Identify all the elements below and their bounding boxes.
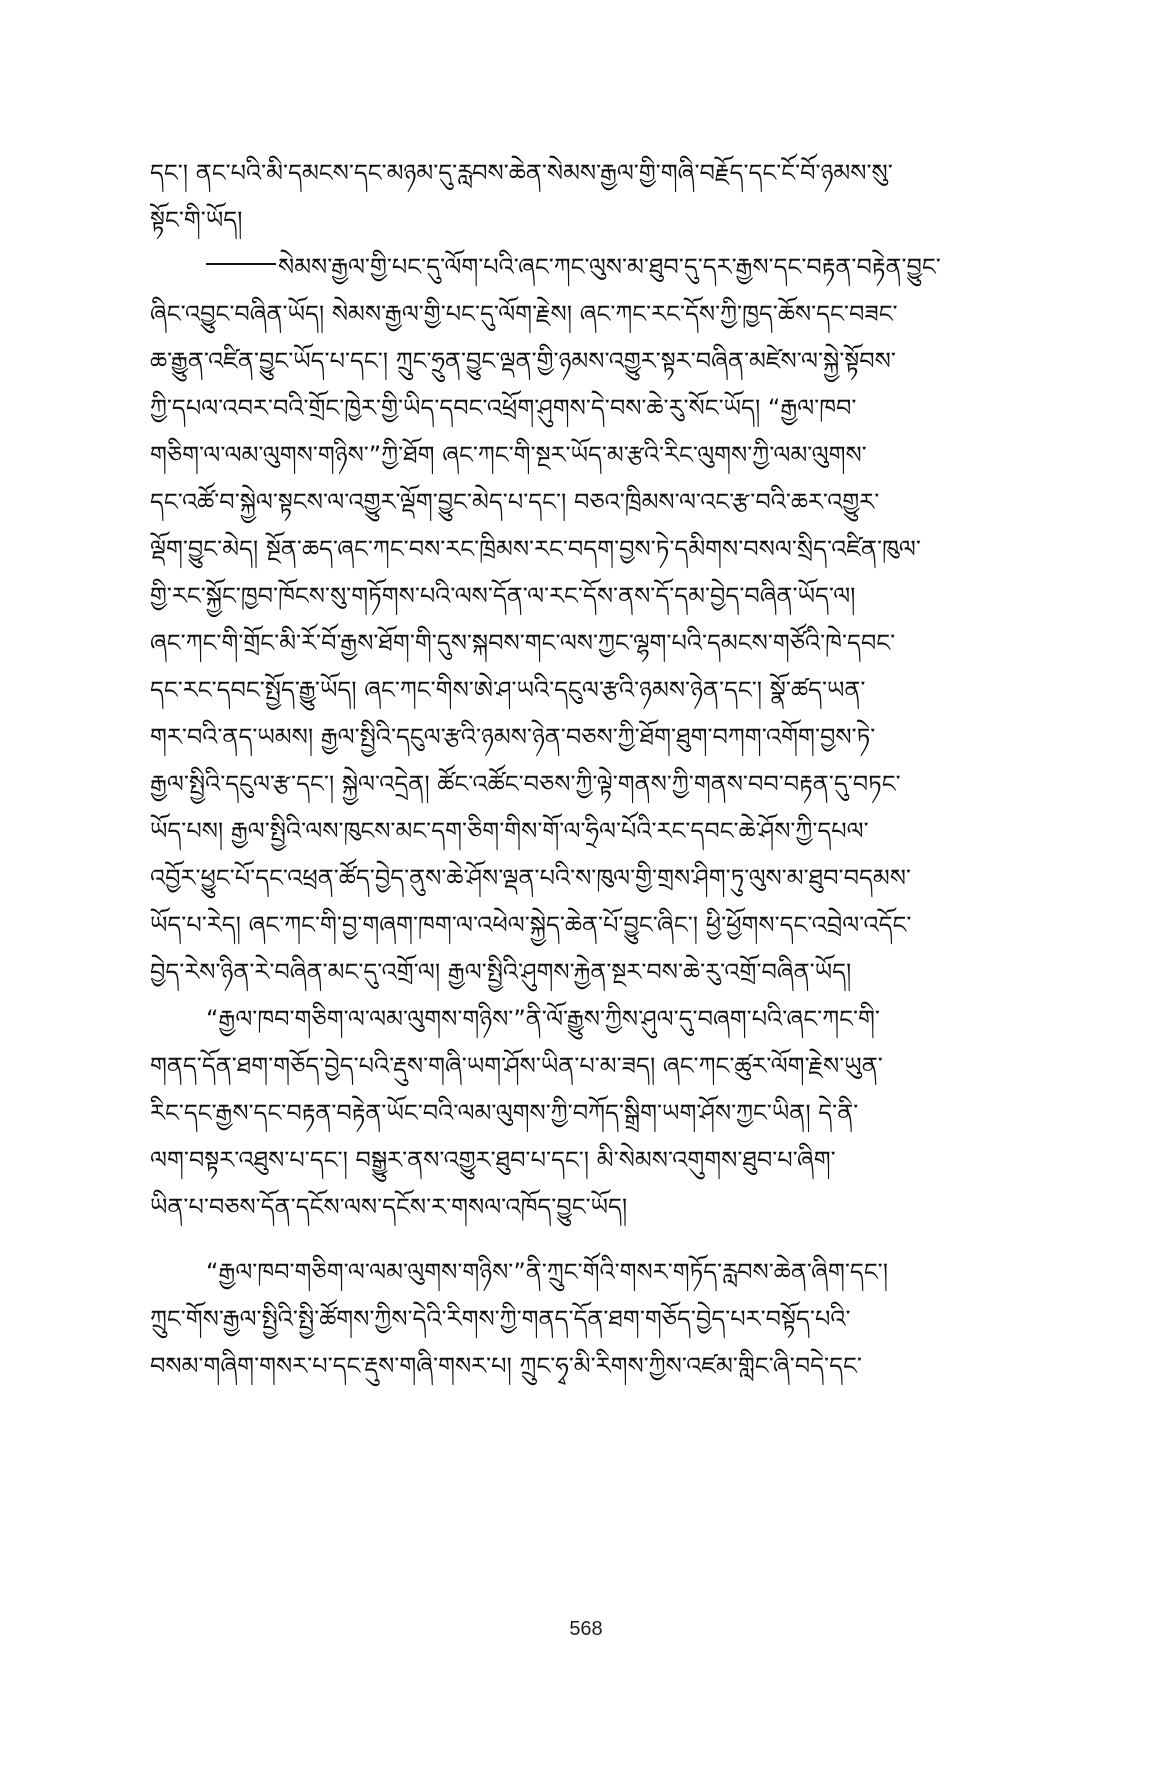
text-body	[150, 150, 1018, 1390]
paragraph-4	[150, 1249, 1018, 1390]
text-line: གར་བའི་ནད་ཡམས། རྒྱལ་སྤྱིའི་དངུལ་རྩའི་ཉམས་ཉེན་བཅས་ཀྱི་ཐོག་ཐུག་བཀག་འགོག་བྱས་ཏེ་	[150, 723, 876, 751]
text-line: ཆ་རྒྱུན་འཛིན་བྱུང་ཡོད་པ་དང་། ཀྲུང་ཧྲུན་བྱུང་ལྡན་གྱི་ཉམས་འགྱུར་སྟར་བཞིན་མཛེས་ལ་སྐྱེ་སྟོབས་	[150, 347, 896, 375]
text-line: ཞིང་འབྱུང་བཞིན་ཡོད། སེམས་རྒྱལ་གྱི་པང་དུ་ལོག་རྗེས། ཞང་ཀང་རང་དོས་ཀྱི་ཁྱད་ཆོས་དང་བཟང་	[150, 300, 898, 328]
text-line: དང་། ནང་པའི་མི་དམངས་དང་མཉམ་དུ་རླབས་ཆེན་སེམས་རྒྱལ་གྱི་གཞི་བརྗོད་དང་ངོ་བོ་ཉམས་སུ་	[150, 159, 893, 187]
text-line-first: “རྒྱལ་ཁབ་གཅིག་ལ་ལམ་ལུགས་གཉིས་”ནི་ལོ་རྒྱུས་ཀྱིས་ཤུལ་དུ་བཞག་པའི་ཞང་ཀང་གི་	[206, 1005, 880, 1033]
page-number: 568	[569, 1618, 603, 1640]
text-line: དང་འཚོ་བ་སྐྱེལ་སྟངས་ལ་འགྱུར་ལྡོག་བྱུང་མེད་པ་དང་། བཅའ་ཁྲིམས་ལ་འང་རྩ་བའི་ཆར་འགྱུར་	[150, 488, 880, 516]
text-line: གནད་དོན་ཐག་གཅོད་བྱེད་པའི་རྡུས་གཞི་ཡག་ཤོས་ཡིན་པ་མ་ཟད། ཞང་ཀང་ཚུར་ལོག་རྗེས་ཡུན་	[150, 1052, 883, 1080]
text-line: རྒྱལ་སྤྱིའི་དངུལ་རྩ་དང་། སྐྱེལ་འདྲེན། ཚོང་འཚོང་བཅས་ཀྱི་ལྟེ་གནས་ཀྱི་གནས་བབ་བརྟན་དུ་བཏང་	[150, 770, 901, 798]
text-line: ལྡོག་བྱུང་མེད། སྔོན་ཆད་ཞང་ཀང་བས་རང་ཁྲིམས་རང་བདག་བྱས་ཏེ་དམིགས་བསལ་སྲིད་འཛིན་ཁུལ་	[150, 535, 921, 563]
text-line: གཅིག་ལ་ལམ་ལུགས་གཉིས་”ཀྱི་ཐོག ཞང་ཀང་གི་སྔར་ཡོད་མ་རྩའི་རིང་ལུགས་ཀྱི་ལམ་ལུགས་	[150, 441, 867, 469]
text-line-content: སེམས་རྒྱལ་གྱི་པང་དུ་ལོག་པའི་ཞང་ཀང་ལུས་མ་ཐུབ་དུ་དར་རྒྱས་དང་བརྟན་བརྟེན་བྱུང་	[278, 253, 941, 281]
text-line: བསམ་གཞིག་གསར་པ་དང་རྡུས་གཞི་གསར་པ། ཀྲུང་ཧྭ་མི་རིགས་ཀྱིས་འཛམ་གླིང་ཞི་བདེ་དང་	[150, 1352, 862, 1380]
paragraph-3	[150, 996, 1018, 1231]
text-line: བྱེད་རེས་ཉིན་རེ་བཞིན་མང་དུ་འགྲོ་ལ། རྒྱལ་སྤྱིའི་ཤུགས་རྐྱེན་སྔར་བས་ཆེ་རུ་འགྲོ་བཞིན་ཡོད།	[150, 958, 852, 986]
text-line: རིང་དང་རྒྱས་དང་བརྟན་བརྟེན་ཡོང་བའི་ལམ་ལུགས་ཀྱི་བཀོད་སྒྲིག་ཡག་ཤོས་ཀྱང་ཡིན། དེ་ནི་	[150, 1099, 859, 1127]
text-line: དང་རང་དབང་སྤྱོད་རྒྱུ་ཡོད། ཞང་ཀང་གིས་ཨེ་ཤ་ཡའི་དངུལ་རྩའི་ཉམས་ཉེན་དང་། སྣོ་ཚད་ཡན་	[150, 676, 866, 704]
paragraph-2	[150, 244, 1018, 996]
em-dash-rule	[206, 263, 276, 265]
text-line: ལག་བསྟར་འཐུས་པ་དང་། བསྒྱུར་ནས་འགྱུར་ཐུབ་པ་དང་། མི་སེམས་འགུགས་ཐུབ་པ་ཞིག་	[150, 1146, 836, 1174]
text-line: ཞང་ཀང་གི་གྲོང་མི་རོ་བོ་རྒྱས་ཐོག་གི་དུས་སྐབས་གང་ལས་ཀྱང་ལྷག་པའི་དམངས་གཙོའི་ཁེ་དབང་	[150, 629, 896, 657]
text-line: ཀྲུང་གོས་རྒྱལ་སྤྱིའི་སྤྱི་ཚོགས་ཀྱིས་དེའི་རིགས་ཀྱི་གནད་དོན་ཐག་གཅོད་བྱེད་པར་བསྟོད་པའི་	[150, 1305, 851, 1333]
text-line: ཡིན་པ་བཅས་དོན་དངོས་ལས་དངོས་ར་གསལ་འཁོད་བྱུང་ཡོད།	[150, 1193, 628, 1221]
paragraph-spacer	[150, 1231, 1018, 1249]
text-line: སྟོང་གི་ཡོད།	[150, 206, 243, 234]
text-line: ཀྱི་དཔལ་འབར་བའི་གྲོང་ཁྱེར་གྱི་ཡིད་དབང་འཕྲོག་ཤུགས་དེ་བས་ཆེ་རུ་སོང་ཡོད། “རྒྱལ་ཁབ་	[150, 394, 857, 422]
text-line: གྱི་རང་སྐྱོང་ཁྱབ་ཁོངས་སུ་གཏོགས་པའི་ལས་དོན་ལ་རང་དོས་ནས་དོ་དམ་བྱེད་བཞིན་ཡོད་ལ།	[150, 582, 856, 610]
text-line: འབྱོར་ཕྱུང་པོ་དང་འཕྲན་ཚོད་བྱེད་ནུས་ཆེ་ཤོས་ལྡན་པའི་ས་ཁུལ་གྱི་གྲས་ཤིག་ཏུ་ལུས་མ་ཐུབ་བདམས་	[150, 864, 911, 892]
text-line: ཡོད་པ་རེད། ཞང་ཀང་གི་བྱ་གཞག་ཁག་ལ་འཕེལ་སྐྱེད་ཆེན་པོ་བྱུང་ཞིང་། ཕྱི་ཕྱོགས་དང་འབྲེལ་འདོང་	[150, 911, 912, 939]
text-line-first	[150, 244, 1018, 291]
text-line-first: “རྒྱལ་ཁབ་གཅིག་ལ་ལམ་ལུགས་གཉིས་”ནི་ཀྲུང་གོའི་གསར་གཏོད་རླབས་ཆེན་ཞིག་དང་།	[206, 1258, 889, 1286]
text-line: ཡོད་པས། རྒྱལ་སྤྱིའི་ལས་ཁུངས་མང་དག་ཅིག་གིས་གོ་ལ་ཧྲིལ་པོའི་རང་དབང་ཆེ་ཤོས་ཀྱི་དཔལ་	[150, 817, 869, 845]
paragraph-1	[150, 150, 1018, 244]
